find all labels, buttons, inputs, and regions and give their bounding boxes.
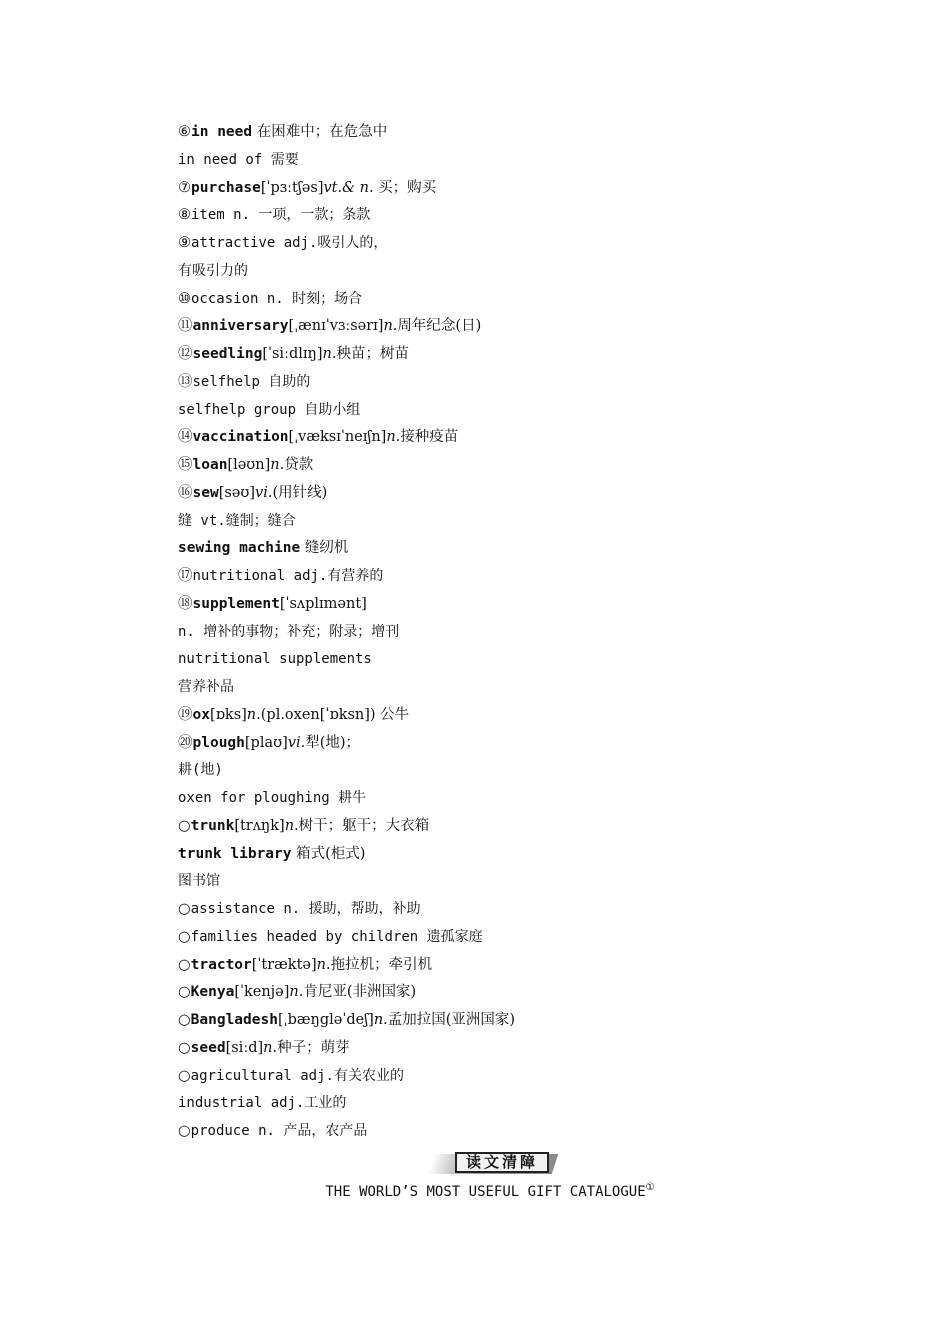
definition: (用针线) <box>272 484 328 501</box>
entry-text: item n. 一项，一款；条款 <box>191 207 371 224</box>
entry-number: ⑧ <box>178 207 191 224</box>
vocab-line <box>178 1035 878 1063</box>
vocab-line <box>178 924 878 952</box>
part-of-speech: n. <box>263 1039 278 1056</box>
entry-text: families headed by children 遗孤家庭 <box>190 928 483 945</box>
vocab-line <box>178 674 878 702</box>
definition: 在困难中；在危急中 <box>252 124 388 140</box>
headword: trunk library <box>178 845 292 862</box>
vocab-line <box>178 119 878 147</box>
headword: supplement <box>192 595 280 612</box>
part-of-speech: n. <box>322 346 337 362</box>
headword: sew <box>192 484 219 501</box>
vocab-line <box>178 730 878 758</box>
vocab-line <box>178 1118 878 1146</box>
entry-text: 耕(地) <box>178 762 223 779</box>
vocab-line <box>178 147 878 175</box>
entry-number: ○ <box>178 901 191 917</box>
vocab-line <box>178 646 878 674</box>
article-title <box>0 1182 950 1200</box>
entry-text: occasion n. 时刻；场合 <box>191 290 363 307</box>
entry-text: produce n. 产品，农产品 <box>190 1123 368 1139</box>
entry-number: ⑨ <box>178 235 191 251</box>
definition: 种子；萌芽 <box>277 1039 350 1056</box>
vocab-line <box>178 480 878 508</box>
definition: 孟加拉国(亚洲国家) <box>387 1012 516 1028</box>
section-badge <box>431 1151 555 1176</box>
entry-number: ○ <box>178 956 191 973</box>
definition: 贷款 <box>284 457 314 473</box>
part-of-speech: n. <box>386 429 401 446</box>
entry-number: ○ <box>178 1123 191 1139</box>
definition: 犁(地)； <box>305 734 361 751</box>
headword: seedling <box>192 346 263 362</box>
pronunciation: [səʊ] <box>218 484 256 501</box>
vocab-line <box>178 1090 878 1118</box>
vocab-line <box>178 202 878 230</box>
entry-number: ○ <box>178 1039 191 1056</box>
article-title-text: THE WORLD’S MOST USEFUL GIFT CATALOGUE <box>325 1184 646 1200</box>
entry-text: industrial adj.工业的 <box>178 1095 347 1112</box>
pronunciation: [ˌænɪˈvɜːsərɪ] <box>288 318 384 335</box>
vocab-line <box>178 369 878 397</box>
definition: 买；购买 <box>373 179 437 196</box>
headword: loan <box>192 457 228 473</box>
vocab-line <box>178 757 878 785</box>
vocab-line <box>178 1007 878 1035</box>
entry-number: ⑦ <box>178 179 191 196</box>
entry-text: selfhelp group 自助小组 <box>178 401 361 418</box>
pronunciation: [trʌŋk] <box>234 817 285 834</box>
definition: (pl.oxen[ˈɒksn]) 公牛 <box>260 706 410 723</box>
headword: ox <box>192 706 210 723</box>
vocab-line <box>178 341 878 369</box>
entry-text: nutritional adj.有营养的 <box>192 568 384 584</box>
entry-number: ○ <box>178 817 191 834</box>
entry-text: n. 增补的事物；补充；附录；增刊 <box>178 623 400 640</box>
vocab-line <box>178 979 878 1007</box>
definition: 接种疫苗 <box>400 429 459 446</box>
entry-number: ⑰ <box>178 568 193 584</box>
pronunciation: [ˈsiːdlɪŋ] <box>262 346 323 362</box>
entry-number: ○ <box>178 1012 191 1028</box>
headword: vaccination <box>192 429 289 446</box>
headword: trunk <box>190 817 235 834</box>
pronunciation: [ləʊn] <box>227 457 271 473</box>
vocab-line <box>178 813 878 841</box>
entry-number: ⑳ <box>178 734 193 751</box>
entry-number: ○ <box>178 1067 191 1084</box>
headword: seed <box>190 1039 226 1056</box>
vocab-line <box>178 563 878 591</box>
entry-number: ⑪ <box>178 318 193 335</box>
headword: tractor <box>190 956 252 973</box>
entry-text: 缝 vt.缝制；缝合 <box>178 512 296 529</box>
headword: Kenya <box>190 984 235 1001</box>
definition: 秧苗；树苗 <box>336 346 409 362</box>
headword: anniversary <box>192 318 289 335</box>
vocab-line <box>178 286 878 314</box>
pronunciation: [ˈsʌplɪmənt] <box>279 595 367 612</box>
definition: 周年纪念(日) <box>397 318 482 335</box>
part-of-speech: n. <box>383 318 398 335</box>
part-of-speech: n. <box>246 706 261 723</box>
vocab-line <box>178 868 878 896</box>
part-of-speech: n. <box>373 1012 388 1028</box>
vocabulary-list <box>178 119 878 1146</box>
entry-text: 营养补品 <box>178 679 234 695</box>
entry-text: assistance n. 援助，帮助，补助 <box>190 901 421 917</box>
pronunciation: [plaʊ] <box>244 734 288 751</box>
vocab-line <box>178 896 878 924</box>
pronunciation: [ɒks] <box>209 706 247 723</box>
vocab-line <box>178 508 878 536</box>
definition: 箱式(柜式) <box>291 845 366 862</box>
entry-number: ⑫ <box>178 346 193 362</box>
part-of-speech: n. <box>284 817 299 834</box>
vocab-line <box>178 1063 878 1091</box>
entry-text: in need of 需要 <box>178 151 299 168</box>
pronunciation: [ˌvæksɪˈneɪʃn] <box>288 429 387 446</box>
part-of-speech: n. <box>270 457 285 473</box>
vocab-line <box>178 952 878 980</box>
entry-number: ○ <box>178 928 191 945</box>
part-of-speech: vi. <box>287 734 306 751</box>
vocab-line <box>178 841 878 869</box>
vocab-line <box>178 230 878 258</box>
entry-text: 图书馆 <box>178 873 220 890</box>
definition: 肯尼亚(非洲国家) <box>303 984 417 1001</box>
definition: 缝纫机 <box>300 540 349 557</box>
vocab-line <box>178 535 878 563</box>
entry-number: ⑱ <box>178 595 193 612</box>
pronunciation: [siːd] <box>225 1039 264 1056</box>
part-of-speech: vt.& n. <box>323 179 374 196</box>
definition: 拖拉机；牵引机 <box>330 956 433 973</box>
entry-number: ○ <box>178 984 191 1001</box>
vocab-line <box>178 591 878 619</box>
entry-text: nutritional supplements <box>178 651 372 668</box>
vocab-line <box>178 785 878 813</box>
vocab-line <box>178 702 878 730</box>
definition: 树干；躯干；大衣箱 <box>298 817 430 834</box>
entry-number: ⑩ <box>178 290 191 307</box>
entry-text: agricultural adj.有关农业的 <box>190 1067 404 1084</box>
pronunciation: [ˈpɜːtʃəs] <box>260 179 324 196</box>
vocab-line <box>178 313 878 341</box>
entry-text: oxen for ploughing 耕牛 <box>178 790 367 806</box>
pronunciation: [ˌbæŋgləˈdeʃ] <box>277 1012 374 1028</box>
vocab-line <box>178 397 878 425</box>
headword: sewing machine <box>178 540 301 557</box>
section-badge-label: 读文清障 <box>455 1152 549 1173</box>
entry-text: selfhelp 自助的 <box>192 373 311 390</box>
entry-number: ⑬ <box>178 373 193 390</box>
entry-number: ⑮ <box>178 457 193 473</box>
entry-number: ⑯ <box>178 484 193 501</box>
footnote-marker: ① <box>645 1182 655 1193</box>
entry-number: ⑥ <box>178 124 191 140</box>
headword: in need <box>191 124 253 140</box>
entry-number: ⑭ <box>178 429 193 446</box>
vocab-line <box>178 175 878 203</box>
entry-text: 有吸引力的 <box>178 262 248 279</box>
vocab-line <box>178 424 878 452</box>
part-of-speech: vi. <box>255 484 273 501</box>
headword: plough <box>192 734 245 751</box>
entry-text: attractive adj.吸引人的， <box>191 235 388 251</box>
pronunciation: [ˈkenjə] <box>234 984 290 1001</box>
vocab-line <box>178 452 878 480</box>
part-of-speech: n. <box>289 984 304 1001</box>
headword: purchase <box>191 179 261 196</box>
headword: Bangladesh <box>190 1012 278 1028</box>
vocab-line <box>178 258 878 286</box>
entry-number: ⑲ <box>178 706 193 723</box>
part-of-speech: n. <box>316 956 331 973</box>
vocab-line <box>178 619 878 647</box>
pronunciation: [ˈtræktə] <box>251 956 317 973</box>
